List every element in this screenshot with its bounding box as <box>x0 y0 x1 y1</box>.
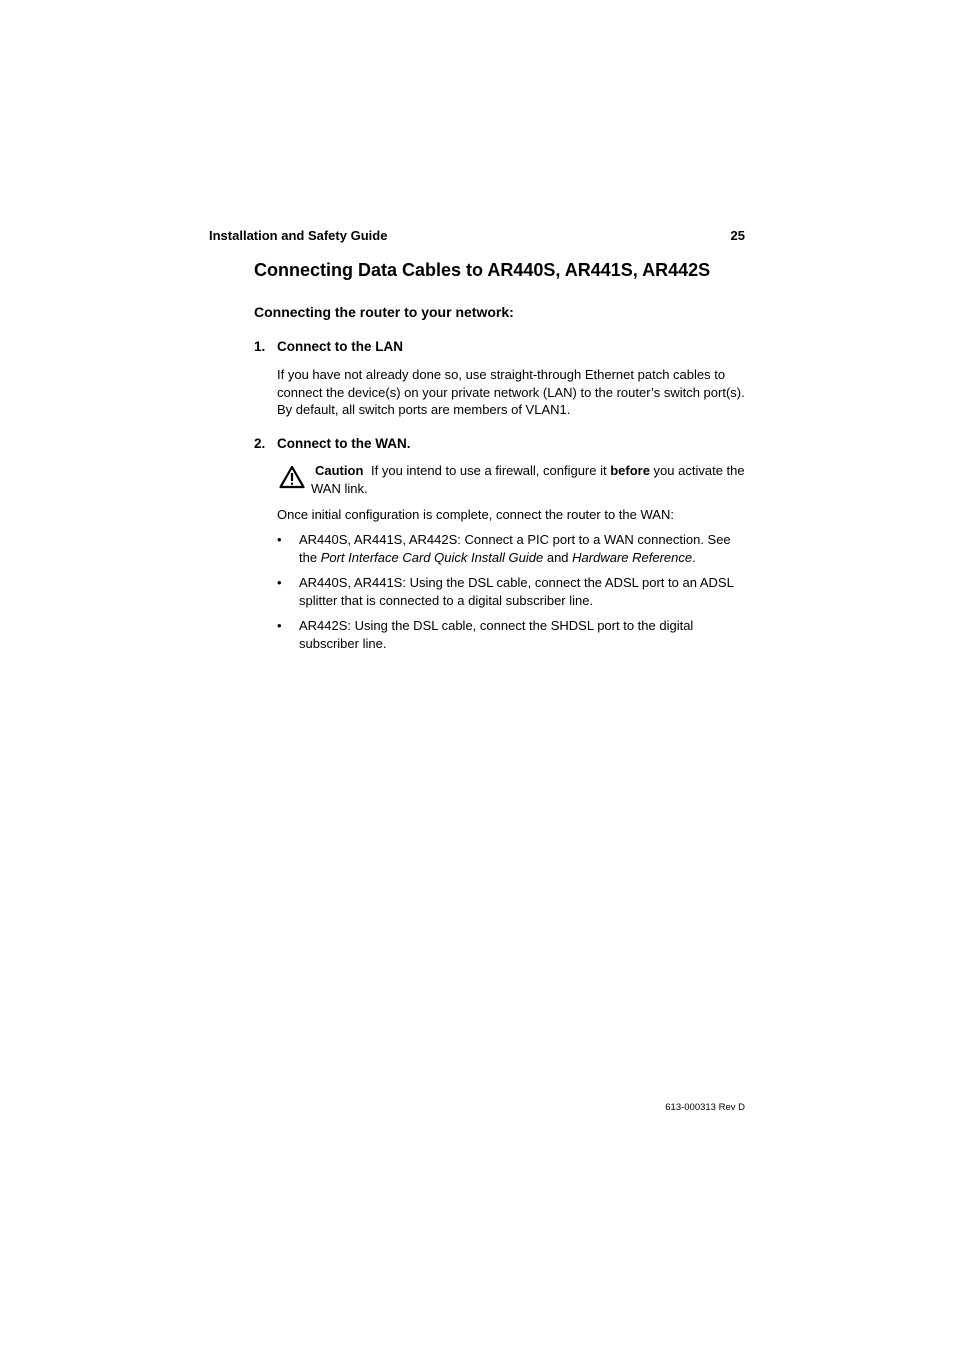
subsection-title: Connecting the router to your network: <box>254 304 514 320</box>
step-2-body: Once initial configuration is complete, connect the router to the WAN: <box>277 507 674 522</box>
list-item <box>277 574 747 609</box>
step-2-number: 2. <box>254 436 266 451</box>
bullet-3-text: AR442S: Using the DSL cable, connect the SHDSL port to the digital subscriber line. <box>299 618 694 651</box>
step-1-number: 1. <box>254 339 266 354</box>
bullet-2-text: AR440S, AR441S: Using the DSL cable, connect the ADSL port to an ADSL splitter that is connected to a digital subscriber line. <box>299 575 734 608</box>
bullet-1-middle: and <box>543 549 573 565</box>
step-2-heading <box>254 436 411 451</box>
bullet-1-text-before: AR440S, AR441S, AR442S: Connect a PIC port to a WAN connection. See the <box>299 532 731 565</box>
header-title: Installation and Safety Guide <box>209 228 388 243</box>
caution-text-after: you activate the WAN link. <box>311 463 745 496</box>
list-item <box>277 617 747 652</box>
document-id: 613-000313 Rev D <box>665 1102 745 1113</box>
wan-bullet-list <box>277 531 747 661</box>
list-item <box>277 531 747 566</box>
page-header <box>209 228 745 246</box>
warning-triangle-icon <box>279 465 305 489</box>
caution-text <box>311 462 749 497</box>
step-1-body: If you have not already done so, use straight-through Ethernet patch cables to connect the device(s) on your private network (LAN) to the router’s switch port(s). By default, all switch ports are members of VLAN1. <box>277 367 745 418</box>
section-title: Connecting Data Cables to AR440S, AR441S, AR442S <box>254 260 711 280</box>
bullet-1-italic-guide: Port Interface Card Quick Install Guide <box>320 549 544 565</box>
bullet-symbol: • <box>277 532 282 547</box>
bullet-symbol: • <box>277 618 282 634</box>
caution-label: Caution <box>315 463 364 478</box>
step-1-title: Connect to the LAN <box>277 339 403 354</box>
caution-text-before: If you intend to use a firewall, configure it <box>371 463 611 478</box>
bullet-symbol: • <box>277 575 282 591</box>
bullet-1-italic-reference: Hardware Reference <box>572 549 693 565</box>
caution-emphasis: before <box>610 463 650 478</box>
bullet-1-text-after: . <box>692 549 696 565</box>
step-1-heading <box>254 339 403 354</box>
caution-note <box>279 462 749 502</box>
page-number: 25 <box>730 228 745 243</box>
step-2-title: Connect to the WAN. <box>277 436 411 451</box>
